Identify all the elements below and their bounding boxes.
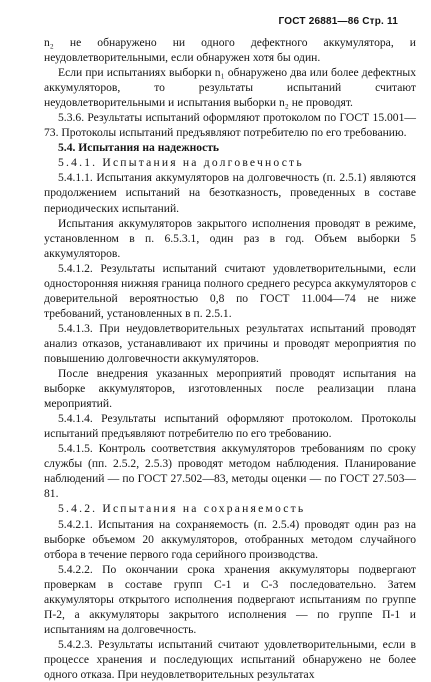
paragraph: 5.4.1.3. При неудовлетворительных результатах испытаний проводят анализ отказов, устанавливают их причины и проводят мероприятия по повышению долговечности аккумуляторов. bbox=[44, 321, 416, 365]
section-heading: 5.4. Испытания на надежность bbox=[58, 141, 220, 155]
paragraph: 5.4.1.5. Контроль соответствия аккумуляторов требованиям по сроку службы (пп. 2.5.2, 2.5.3) проводят методом наблюдения. Планирование наблюдений — по ГОСТ 27.502—83, методы оценки — по ГОСТ 27.503—81. bbox=[44, 442, 416, 501]
page-header: ГОСТ 26881—86 Стр. 11 bbox=[278, 16, 398, 27]
document-body bbox=[44, 35, 416, 682]
paragraph: 5.4.2.3. Результаты испытаний считают удовлетворительными, если в процессе хранения и последующих испытаний обнаружено не более одного отказа. При неудовлетворительных результатах bbox=[44, 637, 416, 681]
paragraph: Испытания аккумуляторов закрытого исполнения проводят в режиме, установленном в п. 6.5.3.1, один раз в год. Объем выборки 5 аккумуляторов. bbox=[44, 216, 416, 260]
paragraph: 5.3.6. Результаты испытаний оформляют протоколом по ГОСТ 15.001—73. Протоколы испытаний предъявляют потребителю по его требованию. bbox=[44, 111, 416, 140]
paragraph: 5.4.1.2. Результаты испытаний считают удовлетворительными, если односторонняя нижняя граница полного среднего ресурса аккумуляторов с доверительной вероятностью 0,8 по ГОСТ 11.004—74 не ниже требований, установленных в п. 2.5.1. bbox=[44, 261, 416, 320]
subsection-heading: 5.4.2. Испытания на сохраняемость bbox=[58, 502, 306, 516]
paragraph: 5.4.2.2. По окончании срока хранения аккумуляторы подвергают проверкам в составе групп С-1 и С-3 последовательно. Затем аккумуляторы открытого исполнения подвергают испытаниям по группе П-2, а аккумуляторы закрытого исполнения — по группе П-1 и испытаниям на долговечность. bbox=[44, 562, 416, 636]
paragraph: 5.4.2.1. Испытания на сохраняемость (п. 2.5.4) проводят один раз на выборке объемом 20 аккумуляторов, отобранных методом случайного отбора в течение первого года серийного производства. bbox=[44, 517, 416, 561]
subsection-heading: 5.4.1. Испытания на долговечность bbox=[58, 156, 304, 170]
paragraph: 5.4.1.4. Результаты испытаний оформляют протоколом. Протоколы испытаний предъявляют потребителю по его требованию. bbox=[44, 412, 416, 441]
paragraph: 5.4.1.1. Испытания аккумуляторов на долговечность (п. 2.5.1) являются продолжением испытаний на безотказность, проведенных в составе периодических испытаний. bbox=[44, 171, 416, 215]
paragraph: n₂ не обнаружено ни одного дефектного аккумулятора, и неудовлетворительными, если обнаружен хотя бы один. bbox=[44, 36, 416, 65]
paragraph: После внедрения указанных мероприятий проводят испытания на выборке аккумуляторов, изготовленных после реализации плана мероприятий. bbox=[44, 367, 416, 411]
paragraph: Если при испытаниях выборки n₁ обнаружено два или более дефектных аккумуляторов, то результаты испытаний считают неудовлетворительными и испытания выборки n₂ не проводят. bbox=[44, 66, 416, 110]
